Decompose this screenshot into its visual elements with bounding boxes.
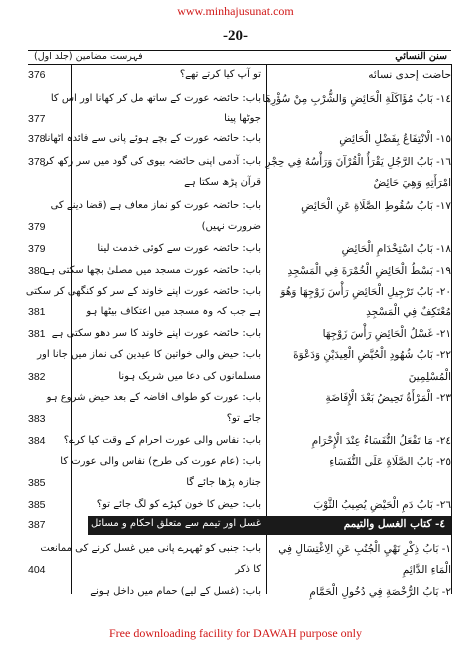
urdu-chapter-title: جائے تو؟ bbox=[226, 413, 261, 424]
arabic-chapter-title: ١٤- بَابُ مُؤَاكَلَةِ الْحَائِضِ وَالشُّرْبِ مِنْ سُؤْرِهَا bbox=[262, 93, 451, 105]
index-row bbox=[28, 496, 451, 516]
page-number: -20- bbox=[223, 28, 248, 44]
urdu-chapter-title: باب: حیض والی خواتین کا عیدین کی نماز میں جانا اور bbox=[37, 349, 261, 360]
arabic-chapter-title: ٢٢- بَابُ شُهُودِ الْحُيَّضِ الْعِيدَيْنِ وَدَعْوَةَ bbox=[293, 349, 451, 361]
entry-page-number: 385 bbox=[28, 477, 46, 489]
arabic-chapter-title: ٢- بَابُ الرُّخْصَةِ فِي دُخُولِ الْحَمَّامِ bbox=[309, 586, 451, 598]
arabic-chapter-title: الْمُسْلِمِينَ bbox=[408, 371, 451, 383]
index-row bbox=[28, 174, 451, 194]
index-row bbox=[28, 583, 451, 603]
arabic-chapter-title: مُعْتَكِفٌ فِي الْمَسْجِدِ bbox=[366, 306, 451, 318]
arabic-chapter-title: ٢٦- بَابُ دَمِ الْحَيْضِ يُصِيبُ الثَّوْبَ bbox=[313, 499, 451, 511]
site-url[interactable]: www.minhajusunat.com bbox=[177, 4, 294, 18]
urdu-chapter-title: تو آپ کیا کرتے تھے؟ bbox=[179, 69, 261, 80]
entry-page-number: 382 bbox=[28, 371, 46, 383]
index-row bbox=[28, 130, 451, 150]
arabic-chapter-title: ١٦- بَابُ الرَّجُلِ يَقْرَأُ الْقُرْآنَ وَرَأْسُهُ فِي حِجْرِ bbox=[265, 156, 451, 168]
arabic-chapter-title: ١٩- بَسْطُ الْحَائِضِ الْخُمْرَةَ فِي الْمَسْجِدِ bbox=[287, 265, 451, 277]
urdu-chapter-title: مسلمانوں کی دعا میں شریک ہونا bbox=[118, 371, 261, 382]
index-row bbox=[28, 90, 451, 110]
entry-page-number: 377 bbox=[28, 113, 46, 125]
urdu-chapter-title: باب: نفاس والی عورت احرام کے وقت کیا کرے؟ bbox=[63, 435, 261, 446]
urdu-chapter-title: باب: حائضہ عورت کے ساتھ مل کر کھانا اور اس کا bbox=[50, 93, 261, 104]
index-row bbox=[28, 153, 451, 173]
index-row bbox=[25, 283, 451, 303]
urdu-chapter-title: ہے جب کہ وہ مسجد میں اعتکاف بیٹھا ہو bbox=[86, 306, 261, 317]
entry-page-number: 379 bbox=[28, 243, 46, 255]
index-row bbox=[28, 389, 451, 409]
right-border-rule bbox=[451, 64, 452, 594]
index-row bbox=[28, 432, 451, 452]
index-row bbox=[28, 410, 451, 430]
section-heading-urdu: غسل اور تیمم سے متعلق احکام و مسائل bbox=[91, 518, 261, 529]
arabic-chapter-title: ١٧- بَابُ سُقُوطِ الصَّلَاةِ عَنِ الْحَائِضِ bbox=[301, 200, 451, 212]
index-title: فہرست مضامین (جلد اول) bbox=[34, 51, 143, 62]
section-page-number: 387 bbox=[28, 519, 46, 531]
index-row bbox=[28, 561, 451, 581]
urdu-chapter-title: جوٹھا پینا bbox=[224, 113, 261, 124]
urdu-chapter-title: باب: حائضہ عورت اپنے خاوند کا سر دھو سکتی ہے bbox=[51, 328, 261, 339]
entry-page-number: 381 bbox=[28, 328, 46, 340]
arabic-chapter-title: ٢١- غَسْلُ الْحَائِضِ رَأْسَ زَوْجِهَا bbox=[322, 328, 451, 340]
index-row bbox=[28, 240, 451, 260]
arabic-chapter-title: ١٨- بَابُ اسْتِخْدَامِ الْحَائِضِ bbox=[341, 243, 451, 255]
index-row bbox=[28, 368, 451, 388]
urdu-chapter-title: قرآن پڑھ سکتا ہے bbox=[184, 177, 261, 188]
index-row bbox=[28, 262, 451, 282]
section-heading-bar bbox=[88, 516, 451, 535]
entry-page-number: 378 bbox=[28, 133, 46, 145]
book-title: سنن النسائي bbox=[395, 51, 447, 62]
index-row bbox=[28, 325, 451, 345]
index-row bbox=[28, 197, 451, 217]
urdu-chapter-title: باب: حائضہ عورت مسجد میں مصلیٰ بچھا سکتی ہے bbox=[43, 265, 261, 276]
entry-page-number: 378 bbox=[28, 156, 46, 168]
urdu-chapter-title: باب: حیض کا خون کپڑے کو لگ جائے تو؟ bbox=[96, 499, 261, 510]
arabic-chapter-title: الْمَاءِ الدَّائِمِ bbox=[402, 564, 451, 576]
urdu-chapter-title: باب: حائضہ عورت سے کوئی خدمت لینا bbox=[97, 243, 261, 254]
arabic-chapter-title: ٢٥- بَابُ الصَّلَاةِ عَلَى النُّفَسَاءِ bbox=[329, 456, 451, 468]
entry-page-number: 383 bbox=[28, 413, 46, 425]
index-row bbox=[28, 303, 451, 323]
index-row bbox=[28, 474, 451, 494]
urdu-chapter-title: باب: (غسل کے لیے) حمام میں داخل ہونے bbox=[90, 586, 261, 597]
urdu-chapter-title: باب: آدمی اپنی حائضہ بیوی کی گود میں سر رکھ کر bbox=[43, 156, 261, 167]
index-row bbox=[28, 346, 451, 366]
entry-page-number: 404 bbox=[28, 564, 46, 576]
urdu-chapter-title: ضرورت نہیں) bbox=[201, 221, 261, 232]
arabic-chapter-title: ٢٣- الْمَرْأَةُ تَحِيضُ بَعْدَ الْإِفَاضَةِ bbox=[325, 392, 451, 404]
arabic-chapter-title: ٢٠- بَابُ تَرْجِيلِ الْحَائِضِ رَأْسَ زَوْجِهَا وَهُوَ bbox=[280, 286, 451, 298]
entry-page-number: 376 bbox=[28, 69, 46, 81]
urdu-chapter-title: باب: حائضہ عورت اپنے خاوند کے سر کو کنگھی کر سکتی bbox=[25, 286, 261, 297]
urdu-chapter-title: جنازہ پڑھا جائے گا bbox=[186, 477, 261, 488]
entry-page-number: 380 bbox=[28, 265, 46, 277]
index-row bbox=[28, 540, 451, 560]
urdu-chapter-title: باب: عورت کو طواف افاضہ کے بعد حیض شروع ہو bbox=[46, 392, 261, 403]
urdu-chapter-title: باب: (عام عورت کی طرح) نفاس والی عورت کا bbox=[60, 456, 261, 467]
arabic-chapter-title: ١- بَابُ ذِكْرِ نَهْيِ الْجُنُبِ عَنِ الِاغْتِسَالِ فِي bbox=[278, 543, 451, 555]
entry-page-number: 381 bbox=[28, 306, 46, 318]
arabic-chapter-title: حاضت إحدى نسائه bbox=[368, 69, 451, 81]
arabic-chapter-title: ١٥- الْانْتِفَاعُ بِفَضْلِ الْحَائِضِ bbox=[339, 133, 451, 145]
entry-page-number: 385 bbox=[28, 499, 46, 511]
urdu-chapter-title: باب: جنبی کو ٹھہرے پانی میں غسل کرنے کی ممانعت bbox=[40, 543, 261, 554]
urdu-chapter-title: باب: حائضہ عورت کے بچے ہوئے پانی سے فائدہ اٹھانا bbox=[44, 133, 261, 144]
section-heading-arabic: ٤- كتاب الغسل والتيمم bbox=[343, 518, 445, 530]
urdu-chapter-title: باب: حائضہ عورت کو نماز معاف ہے (قضا دینے کی bbox=[50, 200, 261, 211]
index-row bbox=[28, 110, 451, 130]
arabic-chapter-title: امْرَأَتِهِ وَهِيَ حَائِضٌ bbox=[373, 177, 451, 189]
entry-page-number: 384 bbox=[28, 435, 46, 447]
index-row bbox=[28, 66, 451, 86]
footer-note: Free downloading facility for DAWAH purpose only bbox=[109, 626, 362, 640]
urdu-chapter-title: کا ذکر bbox=[235, 564, 261, 575]
entry-page-number: 379 bbox=[28, 221, 46, 233]
index-row bbox=[28, 218, 451, 238]
header-bottom-rule bbox=[28, 64, 451, 65]
index-row bbox=[28, 453, 451, 473]
arabic-chapter-title: ٢٤- مَا تَفْعَلُ النُّفَسَاءُ عِنْدَ الْإِحْرَامِ bbox=[311, 435, 451, 447]
